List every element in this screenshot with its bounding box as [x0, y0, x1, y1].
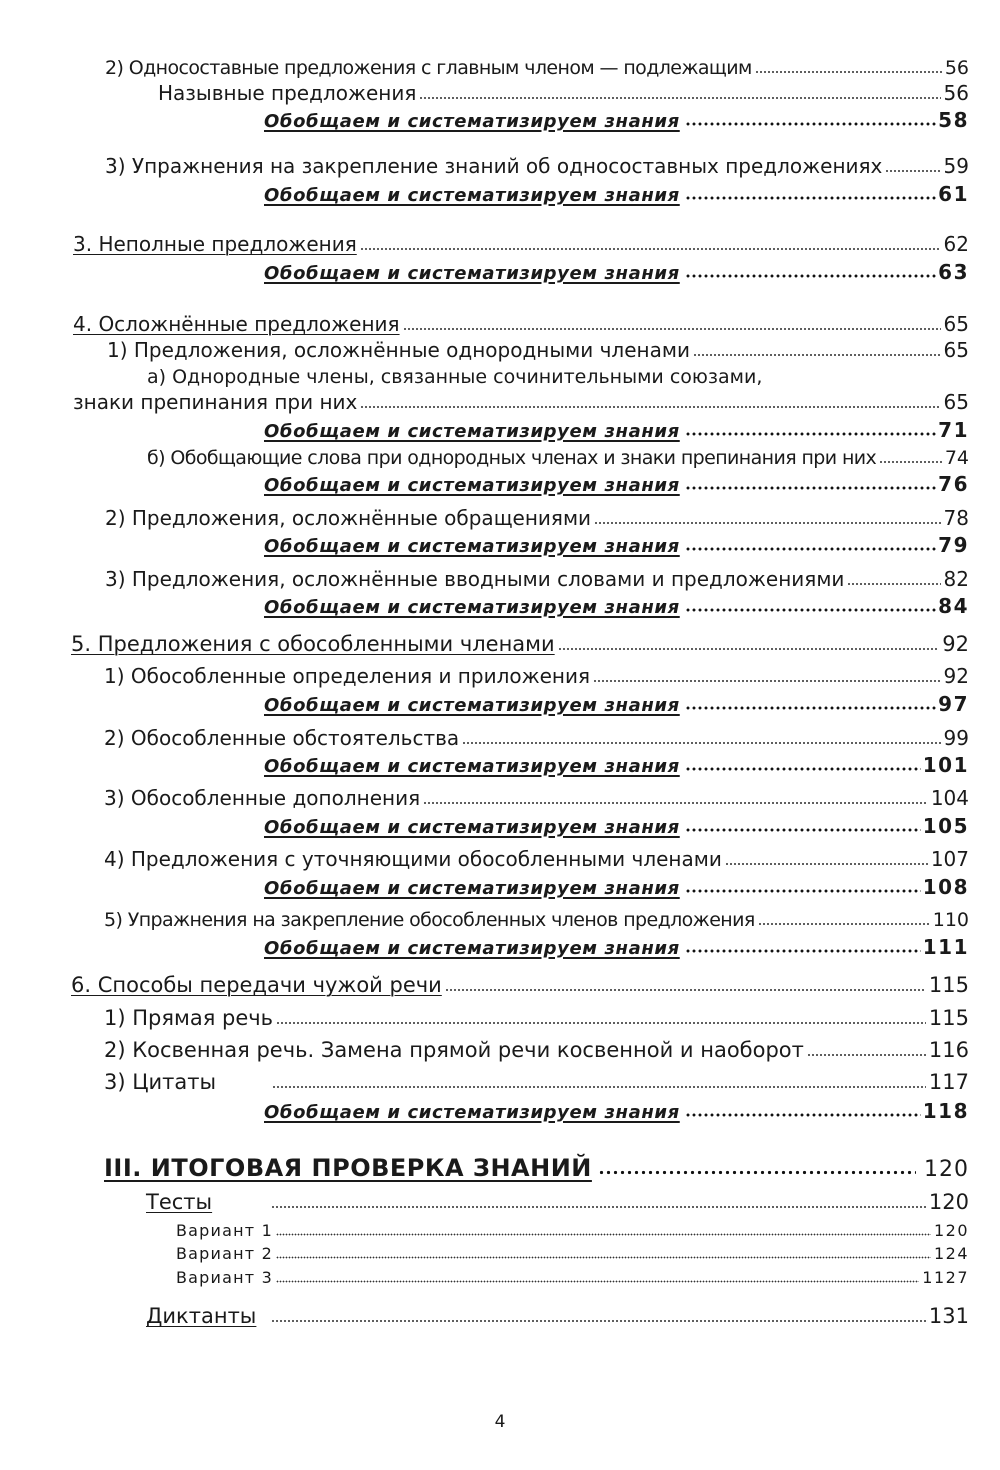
toc-entry[interactable] — [176, 1267, 969, 1289]
dot-leader — [885, 153, 940, 173]
toc-entry-page: 65 — [943, 390, 969, 414]
toc-entry[interactable] — [147, 444, 969, 471]
toc-entry[interactable] — [104, 785, 969, 811]
toc-summary-entry[interactable] — [264, 532, 969, 560]
toc-entry[interactable] — [73, 389, 969, 415]
toc-chapter-entry[interactable] — [71, 972, 969, 998]
toc-entry-page: 56 — [943, 81, 969, 105]
toc-summary-entry[interactable] — [264, 813, 969, 841]
toc-entry-label: Диктанты — [146, 1304, 257, 1328]
toc-summary-entry[interactable] — [264, 107, 969, 135]
dot-leader — [807, 1037, 926, 1057]
toc-entry-label: 3) Обособленные дополнения — [104, 786, 421, 810]
toc-entry-label: а) Однородные члены, связанные сочинительными союзами, — [147, 366, 763, 388]
toc-summary-entry[interactable] — [264, 471, 969, 499]
toc-entry-label: 3. Неполные предложения — [73, 232, 357, 256]
toc-entry-page: 116 — [928, 1038, 969, 1062]
dot-leader — [593, 663, 941, 683]
toc-entry-page: 124 — [933, 1244, 969, 1263]
toc-entry-page: 65 — [943, 338, 969, 362]
toc-entry-label: Обобщаем и систематизируем знания — [264, 756, 680, 777]
dot-leader — [445, 972, 926, 992]
dot-leader — [276, 1243, 931, 1259]
toc-entry[interactable] — [158, 80, 969, 106]
dot-leader — [462, 725, 940, 745]
dot-leader — [685, 181, 936, 201]
toc-entry-page: 111 — [922, 935, 969, 959]
toc-entry-label: 1) Прямая речь — [104, 1006, 274, 1030]
toc-entry-label: Обобщаем и систематизируем знания — [264, 1102, 680, 1123]
toc-entry[interactable] — [105, 153, 969, 179]
toc-entry-page: 118 — [922, 1099, 969, 1123]
toc-entry-page: 61 — [938, 182, 969, 206]
dot-leader — [685, 813, 921, 833]
dot-leader — [847, 566, 940, 586]
toc-entry-page: 82 — [943, 567, 969, 591]
toc-entry-page: 108 — [922, 875, 969, 899]
toc-entry-page: 115 — [928, 973, 969, 997]
dot-leader — [594, 505, 941, 525]
toc-entry[interactable] — [146, 1189, 969, 1215]
toc-entry-label: 1) Обособленные определения и приложения — [104, 664, 591, 688]
toc-entry-label: 2) Обособленные обстоятельства — [104, 726, 460, 750]
dot-leader — [423, 785, 928, 805]
dot-leader — [685, 593, 936, 613]
toc-entry-label: Обобщаем и систематизируем знания — [264, 878, 680, 899]
toc-chapter-entry[interactable] — [71, 631, 969, 657]
dot-leader — [271, 1303, 926, 1323]
toc-entry-page: 63 — [938, 260, 969, 284]
toc-entry-label: 2) Косвенная речь. Замена прямой речи косвенной и наоборот — [104, 1038, 804, 1062]
toc-entry-page: 120 — [933, 1221, 969, 1240]
dot-leader — [685, 752, 921, 772]
toc-chapter-entry[interactable] — [73, 311, 969, 337]
toc-entry[interactable] — [104, 663, 969, 689]
toc-entry-page: 120 — [924, 1157, 969, 1182]
toc-entry-label: 3) Упражнения на закрепление знаний об односоставных предложениях — [105, 154, 883, 178]
dot-leader — [685, 874, 921, 894]
toc-entry[interactable] — [104, 1005, 969, 1031]
toc-entry-label: Назывные предложения — [158, 81, 417, 105]
dot-leader — [558, 631, 940, 651]
dot-leader — [360, 389, 940, 409]
dot-leader — [685, 934, 921, 954]
dot-leader — [685, 471, 936, 491]
toc-entry-label: Тесты — [146, 1190, 213, 1214]
dot-leader — [685, 417, 936, 437]
toc-entry-label: знаки препинания при них — [73, 390, 358, 414]
toc-entry-label: Вариант 1 — [176, 1221, 273, 1240]
dot-leader — [725, 846, 928, 866]
toc-entry-page: 120 — [928, 1190, 969, 1214]
dot-leader — [276, 1267, 919, 1283]
toc-entry-label: Обобщаем и систематизируем знания — [264, 536, 680, 557]
toc-summary-entry[interactable] — [264, 874, 969, 902]
toc-summary-entry[interactable] — [264, 934, 969, 962]
toc-entry-label: Обобщаем и систематизируем знания — [264, 695, 680, 716]
toc-entry-page: 71 — [938, 418, 969, 442]
toc-entry[interactable] — [176, 1243, 969, 1265]
toc-entry-label: Обобщаем и систематизируем знания — [264, 111, 680, 132]
toc-entry-label: Обобщаем и систематизируем знания — [264, 938, 680, 959]
toc-entry-page: 65 — [943, 312, 969, 336]
toc-summary-entry[interactable] — [264, 181, 969, 209]
toc-entry-page: 92 — [942, 632, 969, 656]
dot-leader — [598, 1154, 916, 1176]
dot-leader — [879, 444, 942, 464]
toc-entry-label: 1) Предложения, осложнённые однородными членами — [107, 338, 690, 362]
toc-entry[interactable] — [104, 1037, 969, 1063]
toc-entry-page: 58 — [938, 108, 969, 132]
toc-entry-label: 5. Предложения с обособленными членами — [71, 632, 555, 656]
dot-leader — [276, 1220, 931, 1236]
page-number: 4 — [494, 1412, 506, 1432]
toc-entry-label: 4) Предложения с уточняющими обособленными членами — [104, 847, 722, 871]
toc-chapter-entry[interactable] — [73, 231, 969, 257]
dot-leader — [419, 80, 940, 100]
toc-entry-label: Вариант 2 — [176, 1244, 273, 1263]
dot-leader — [755, 54, 942, 74]
toc-entry-page: 105 — [922, 814, 969, 838]
toc-entry[interactable] — [176, 1220, 969, 1242]
toc-entry[interactable] — [104, 725, 969, 751]
toc-entry-label: Обобщаем и систематизируем знания — [264, 597, 680, 618]
toc-entry-page: 104 — [930, 786, 969, 810]
toc-entry-page: 76 — [938, 472, 969, 496]
toc-entry-page: 62 — [943, 232, 969, 256]
dot-leader — [758, 906, 930, 926]
dot-leader — [685, 1098, 921, 1118]
toc-entry-label: 2) Предложения, осложнённые обращениями — [105, 506, 592, 530]
toc-entry-label: III. ИТОГОВАЯ ПРОВЕРКА ЗНАНИЙ — [104, 1154, 592, 1182]
toc-entry[interactable] — [105, 54, 969, 81]
toc-entry-page: 117 — [928, 1070, 969, 1094]
toc-entry-page: 92 — [943, 664, 969, 688]
dot-leader — [685, 532, 936, 552]
toc-entry-page: 78 — [943, 506, 969, 530]
toc-entry-page: 97 — [938, 692, 969, 716]
toc-entry-page: 84 — [938, 594, 969, 618]
toc-entry[interactable] — [104, 1069, 969, 1095]
dot-leader — [685, 691, 936, 711]
dot-leader — [685, 107, 936, 127]
toc-entry-label: Обобщаем и систематизируем знания — [264, 817, 680, 838]
toc-entry[interactable] — [105, 566, 969, 592]
dot-leader — [693, 337, 941, 357]
toc-entry[interactable] — [104, 906, 969, 933]
dot-leader — [272, 1069, 926, 1089]
toc-entry-label: 2) Односоставные предложения с главным членом — подлежащим — [105, 57, 752, 79]
toc-entry[interactable] — [107, 337, 969, 363]
toc-entry-label: 3) Предложения, осложнённые вводными словами и предложениями — [105, 567, 845, 591]
toc-entry-page: 110 — [932, 909, 969, 931]
toc-entry-label: 5) Упражнения на закрепление обособленных членов предложения — [104, 909, 755, 931]
toc-entry-label: Обобщаем и систематизируем знания — [264, 421, 680, 442]
toc-entry-label: 4. Осложнённые предложения — [73, 312, 400, 336]
toc-entry-page: 99 — [943, 726, 969, 750]
dot-leader — [276, 1005, 926, 1025]
toc-section-entry[interactable] — [104, 1153, 969, 1185]
toc-entry-page: 59 — [943, 154, 969, 178]
toc-summary-entry[interactable] — [264, 593, 969, 621]
toc-entry-page: 1127 — [922, 1268, 969, 1287]
dot-leader — [403, 311, 941, 331]
toc-entry-page: 101 — [922, 753, 969, 777]
toc-entry-label: Обобщаем и систематизируем знания — [264, 475, 680, 496]
toc-entry-page: 74 — [944, 447, 969, 469]
dot-leader — [271, 1189, 926, 1209]
toc-summary-entry[interactable] — [264, 417, 969, 445]
dot-leader — [360, 231, 941, 251]
toc-entry-label: Обобщаем и систематизируем знания — [264, 185, 680, 206]
toc-entry-page: 56 — [944, 57, 969, 79]
toc-entry[interactable] — [146, 1303, 969, 1329]
toc-summary-entry[interactable] — [264, 259, 969, 287]
toc-entry-page: 79 — [938, 533, 969, 557]
toc-summary-entry[interactable] — [264, 752, 969, 780]
toc-entry-label: Вариант 3 — [176, 1268, 273, 1287]
toc-entry-page: 107 — [930, 847, 969, 871]
toc-entry-first-line[interactable] — [147, 364, 969, 390]
toc-summary-entry[interactable] — [264, 1098, 969, 1126]
toc-entry-page: 115 — [928, 1006, 969, 1030]
toc-entry-label: б) Обобщающие слова при однородных членах и знаки препинания при них — [147, 447, 877, 469]
toc-entry[interactable] — [105, 505, 969, 531]
dot-leader — [685, 259, 936, 279]
toc-summary-entry[interactable] — [264, 691, 969, 719]
toc-entry-label: Обобщаем и систематизируем знания — [264, 263, 680, 284]
toc-entry-page: 131 — [928, 1304, 969, 1328]
toc-entry-label: 3) Цитаты — [104, 1070, 217, 1094]
toc-entry[interactable] — [104, 846, 969, 872]
toc-entry-label: 6. Способы передачи чужой речи — [71, 973, 442, 997]
